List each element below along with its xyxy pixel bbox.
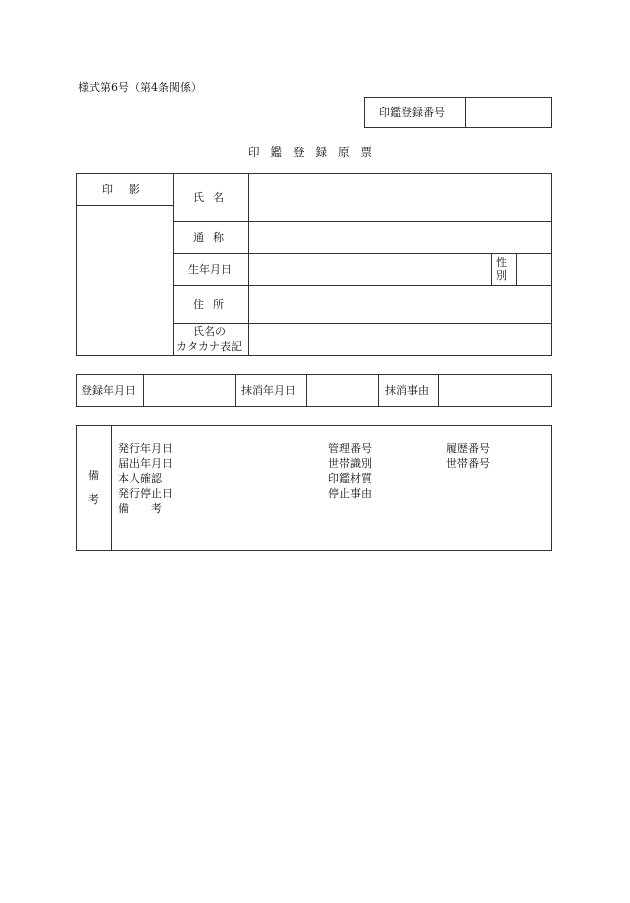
divider bbox=[173, 173, 174, 356]
remarks-item: 停止事由 bbox=[328, 487, 372, 500]
divider bbox=[173, 221, 552, 222]
name-label: 氏名 bbox=[193, 191, 233, 204]
divider bbox=[306, 374, 307, 407]
page-title: 印鑑登録原票 bbox=[248, 145, 383, 159]
remarks-item: 届出年月日 bbox=[118, 457, 173, 470]
remarks-item: 世帯識別 bbox=[328, 457, 372, 470]
seal-label: 印影 bbox=[102, 183, 156, 196]
divider bbox=[173, 253, 552, 254]
remarks-side-label-2: 考 bbox=[88, 493, 99, 506]
sex-label-2: 別 bbox=[496, 269, 507, 282]
divider bbox=[491, 253, 492, 285]
remarks-item: 世帯番号 bbox=[446, 457, 490, 470]
remarks-item: 発行年月日 bbox=[118, 442, 173, 455]
divider bbox=[438, 374, 439, 407]
divider bbox=[378, 374, 379, 407]
seal-impression-area bbox=[78, 207, 172, 354]
cancelled-label: 抹消年月日 bbox=[241, 384, 296, 397]
kana-label-1: 氏名の bbox=[193, 325, 226, 338]
divider bbox=[111, 425, 112, 551]
divider bbox=[235, 374, 236, 407]
divider bbox=[173, 323, 552, 324]
remarks-item: 発行停止日 bbox=[118, 487, 173, 500]
remarks-item: 履歴番号 bbox=[446, 442, 490, 455]
divider bbox=[248, 173, 249, 356]
dates-table bbox=[76, 374, 552, 407]
remarks-item: 管理番号 bbox=[328, 442, 372, 455]
address-label: 住所 bbox=[193, 298, 233, 311]
reason-label: 抹消事由 bbox=[385, 384, 429, 397]
reg-number-label: 印鑑登録番号 bbox=[379, 106, 445, 119]
remarks-item: 本人確認 bbox=[118, 472, 162, 485]
sex-label-1: 性 bbox=[496, 256, 507, 269]
remarks-side-label-1: 備 bbox=[88, 469, 99, 482]
alias-label: 通称 bbox=[193, 231, 233, 244]
divider bbox=[76, 205, 173, 206]
remarks-item: 印鑑材質 bbox=[328, 472, 372, 485]
birth-label: 生年月日 bbox=[188, 263, 232, 276]
remarks-item: 備 考 bbox=[118, 502, 162, 515]
divider bbox=[516, 253, 517, 285]
kana-label-2: カタカナ表記 bbox=[176, 340, 242, 353]
divider bbox=[143, 374, 144, 407]
registered-label: 登録年月日 bbox=[81, 384, 136, 397]
divider bbox=[173, 285, 552, 286]
form-id: 様式第6号（第4条関係） bbox=[78, 81, 202, 94]
divider bbox=[465, 97, 466, 128]
